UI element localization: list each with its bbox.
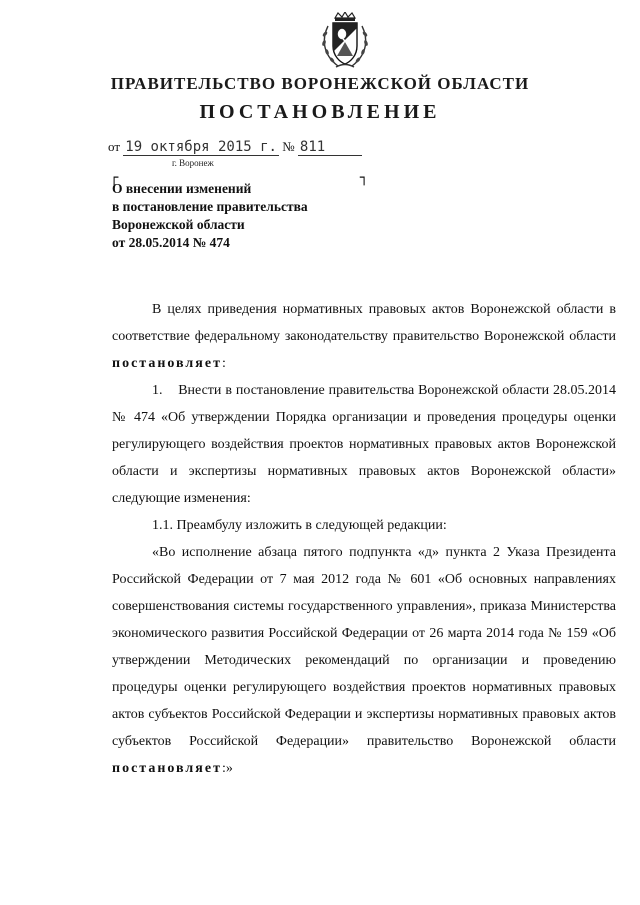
preamble-text: В целях приведения нормативных правовых актов Воронежской области в соответствие федеральному законодательству правительство Воронежской области [112,302,616,344]
document-date: 19 октября 2015 г. [125,139,277,155]
voronezh-coat-of-arms-icon [318,12,372,70]
document-subject [112,180,372,252]
item-text: Внести в постановление правительства Воронежской области 28.05.2014 № 474 «Об утверждении Порядка организации и проведения процедуры оценки регулирующего воздействия проектов нормативных правовых актов Воронежской области и экспертизы нормативных правовых актов Воронежской области» следующие изменения: [112,383,616,506]
document-number: 811 [298,139,362,156]
item-number: 1. [152,383,163,398]
preamble-end: : [221,356,226,371]
paragraph-new-preamble [112,539,616,782]
subject-bracket-left: ┌ [110,170,119,186]
subject-line: в постановление правительства [112,199,308,214]
new-preamble-text: «Во исполнение абзаца пятого подпункта «д» пункта 2 Указа Президента Российской Федерации от 7 мая 2012 года № 601 «Об основных направлениях совершенствования системы государственного управления», приказа Министерства экономического развития Российской Федерации от 26 марта 2014 года № 159 «Об утверждении Методических рекомендаций по организации и проведению процедуры оценки регулирующего воздействия проектов нормативных правовых актов субъектов Российской Федерации и экспертизы нормативных правовых актов субъектов Российской Федерации» правительство Воронежской области [112,545,616,749]
subject-line: О внесении изменений [112,181,252,196]
resolves-keyword: постановляет [112,356,222,371]
subject-line: Воронежской области [112,217,245,232]
resolves-keyword: постановляет [112,761,222,776]
government-title: ПРАВИТЕЛЬСТВО ВОРОНЕЖСКОЙ ОБЛАСТИ [110,74,530,93]
document-type: ПОСТАНОВЛЕНИЕ [199,101,441,123]
document-body [112,296,616,782]
subject-bracket-right: ┐ [360,170,369,186]
subitem-text: 1.1. Преамбулу изложить в следующей редакции: [152,518,447,533]
number-label: № [282,139,295,154]
city-label: г. Воронеж [172,158,214,168]
paragraph-preamble [112,296,616,377]
paragraph-item-1 [112,377,616,512]
new-preamble-end: :» [221,761,233,776]
subject-line: от 28.05.2014 № 474 [112,235,230,250]
date-number-line [108,139,362,156]
paragraph-item-1-1 [112,512,616,539]
date-from-label: от [108,139,121,154]
